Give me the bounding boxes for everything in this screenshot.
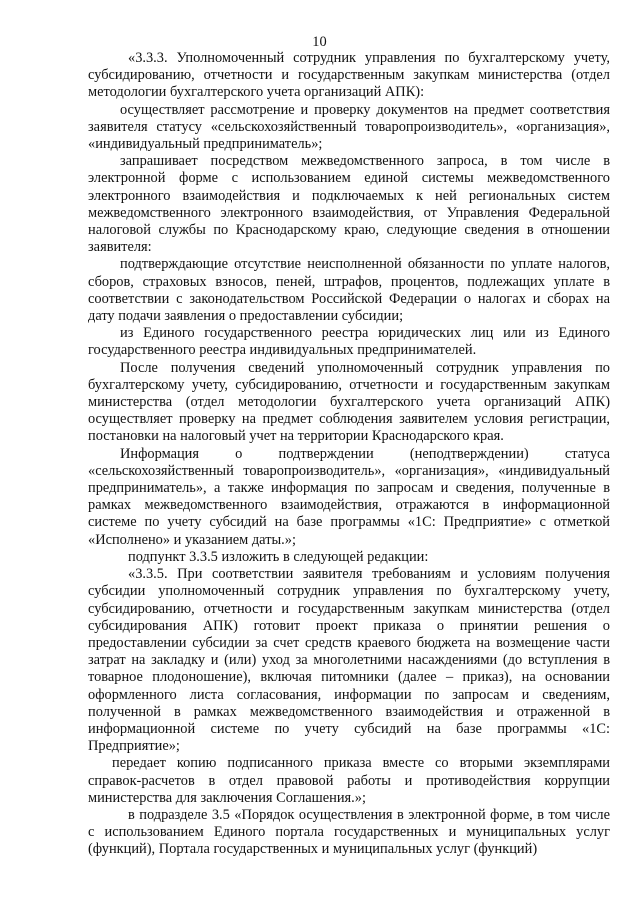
paragraph-registration-check: После получения сведений уполномоченный сотрудник управления по бухгалтерскому учету, субсидированию, отчетности и государственным закупкам министерства (отдел методологии бухгалтерского учета организаций АПК) осуществляет проверку на предмет соблюдения заявителем условия регистрации, постановки на налоговый учет на территории Краснодарского края. <box>88 359 610 445</box>
paragraph-order-copy: передает копию подписанного приказа вместе со вторыми экземплярами справок-расчетов в отдел правовой работы и противодействия коррупции министерства для заключения Соглашения.»; <box>88 755 610 806</box>
paragraph-interagency-request: запрашивает посредством межведомственного запроса, в том числе в электронной форме с использованием единой системы межведомственного электронного взаимодействия и подключаемых к ней региональных систем межведомственного электронного взаимодействия, от Управления Федеральной налоговой службы по Краснодарскому краю, следующие сведения в отношении заявителя: <box>88 153 610 256</box>
paragraph-status-information: Информация о подтверждении (неподтверждении) статуса «сельскохозяйственный товаропроизводитель», «организация», «индивидуальный предприниматель», а также информация по запросам и сведения, полученные в рамках межведомственного взаимодействия, отражаются в информационной системе по учету субсидий на базе программы «1С: Предприятие» с отметкой «Исполнено» и указанием даты.»; <box>88 445 610 548</box>
paragraph-tax-obligations: подтверждающие отсутствие неисполненной обязанности по уплате налогов, сборов, страховых взносов, пеней, штрафов, процентов, подлежащих уплате в соответствии с законодательством Российской Федерации о налогах и сборах на дату подачи заявления о предоставлении субсидии; <box>88 256 610 325</box>
document-body <box>88 50 610 859</box>
paragraph-3-3-3-heading: «3.3.3. Уполномоченный сотрудник управления по бухгалтерскому учету, субсидированию, отчетности и государственным закупкам министерства (отдел методологии бухгалтерского учета организаций АПК): <box>88 50 610 101</box>
paragraph-subsection-3-5: в подразделе 3.5 «Порядок осуществления в электронной форме, в том числе с использованием Единого портала государственных и муниципальных услуг (функций), Портала государственных и муниципальных услуг (функций) <box>88 806 610 858</box>
paragraph-subclause-3-3-5-intro: подпункт 3.3.5 изложить в следующей редакции: <box>128 548 429 565</box>
page-number: 10 <box>312 34 327 50</box>
paragraph-3-3-5-text: «3.3.5. При соответствии заявителя требованиям и условиям получения субсидии уполномоченный сотрудник управления по бухгалтерскому учету, субсидированию, отчетности и государственным закупкам министерства (отдел субсидирования АПК) готовит проект приказа о принятии решения о предоставлении субсидии за счет средств краевого бюджета на возмещение части затрат на закладку и (или) уход за многолетними насаждениями (до вступления в товарное плодоношение), включая питомники (далее – приказ), на основании оформленного листа согласования, информации по запросам и сведениям, полученной в рамках межведомственного взаимодействия и отраженной в информационной системе по учету субсидий на базе программы «1С: Предприятие»; <box>88 566 610 755</box>
paragraph-state-register: из Единого государственного реестра юридических лиц или из Единого государственного реестра индивидуальных предпринимателей. <box>88 325 610 359</box>
paragraph-status-check: осуществляет рассмотрение и проверку документов на предмет соответствия заявителя статусу «сельскохозяйственный товаропроизводитель», «организация», «индивидуальный предприниматель»; <box>88 101 610 153</box>
